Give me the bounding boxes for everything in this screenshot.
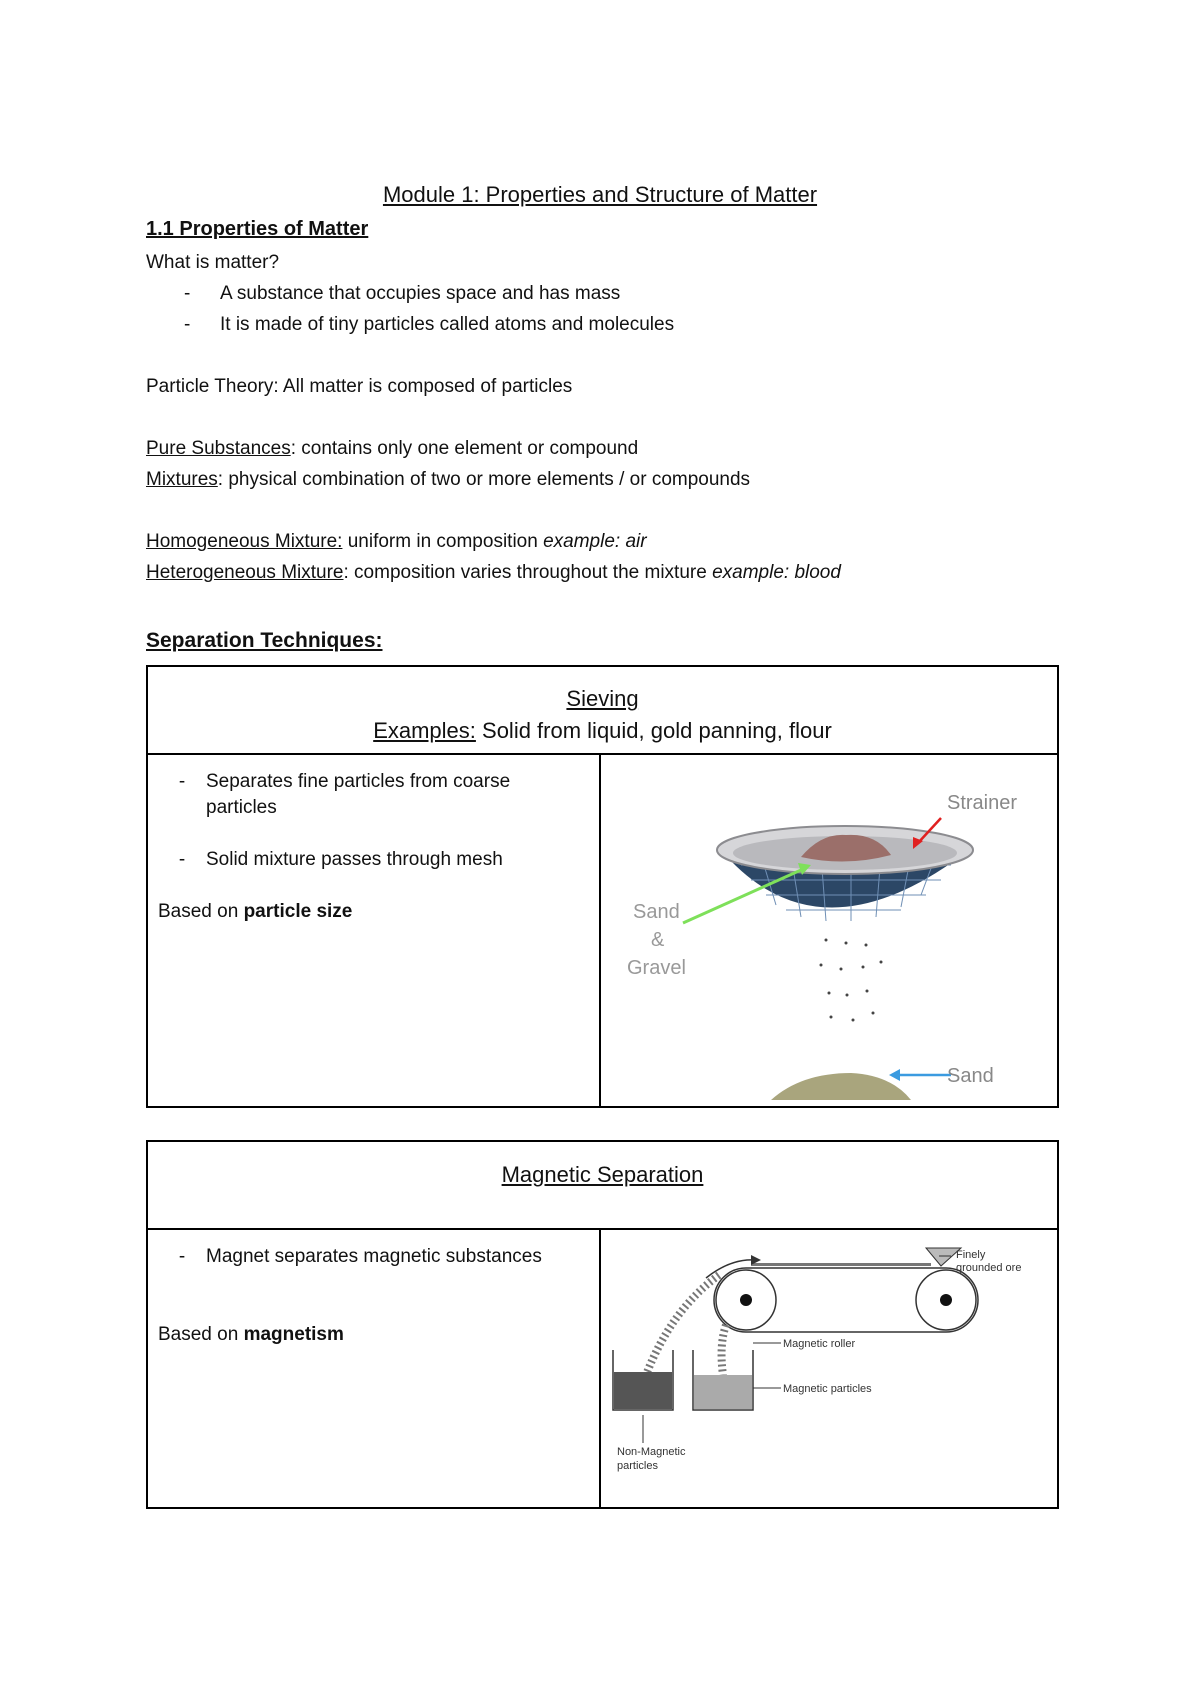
- dash: -: [178, 771, 186, 792]
- dash: -: [184, 314, 191, 335]
- sieving-bullet-2-text: Solid mixture passes through mesh: [206, 849, 503, 870]
- sieving-basis: [158, 899, 599, 925]
- mixtures-term: Mixtures: [146, 469, 218, 490]
- strainer-label: Strainer: [947, 792, 1018, 814]
- dash: -: [184, 283, 191, 304]
- magnetic-contents: [694, 1375, 752, 1409]
- nonmagnetic-label-2: particles: [617, 1460, 658, 1472]
- sieving-diagram: [601, 755, 1057, 1101]
- magnetic-bullet-1: [158, 1244, 599, 1270]
- homogeneous-term: Homogeneous Mixture:: [146, 531, 343, 552]
- homogeneous-line: [146, 530, 647, 554]
- heterogeneous-example: example: blood: [712, 562, 841, 583]
- sieving-table: [146, 665, 1059, 1108]
- dash: -: [178, 849, 186, 870]
- sand-label-bottom: Sand: [947, 1065, 994, 1087]
- magnetic-diagram-cell: [600, 1229, 1058, 1508]
- particle-theory: Particle Theory: All matter is composed of particles: [146, 376, 573, 397]
- heterogeneous-term: Heterogeneous Mixture: [146, 562, 344, 583]
- ampersand-label: &: [651, 929, 665, 951]
- sieving-bullet-2: [158, 847, 599, 873]
- homogeneous-def: uniform in composition: [342, 531, 544, 552]
- nonmagnetic-stream: [646, 1275, 719, 1375]
- sieving-header: [148, 667, 1057, 747]
- particles-label: Magnetic particles: [783, 1383, 872, 1395]
- sieving-examples: [148, 715, 1057, 747]
- sieving-header-cell: [147, 666, 1058, 754]
- roller-axle: [740, 1294, 752, 1306]
- matter-bullet-2: [184, 313, 674, 337]
- dash: -: [178, 1246, 186, 1267]
- sieving-basis-prefix: Based on: [158, 901, 244, 922]
- nonmagnetic-contents: [614, 1372, 672, 1409]
- heterogeneous-def: : composition varies throughout the mixture: [343, 562, 713, 583]
- magnetic-bullet-1-text: Magnet separates magnetic substances: [206, 1246, 542, 1267]
- matter-question: What is matter?: [146, 252, 280, 273]
- pure-term: Pure Substances: [146, 438, 291, 459]
- roller-label: Magnetic roller: [783, 1338, 856, 1350]
- ore-label-2: grounded ore: [956, 1262, 1022, 1274]
- magnetic-text-cell: [147, 1229, 600, 1508]
- magnetic-header-cell: [147, 1141, 1058, 1229]
- separation-heading: Separation Techniques:: [146, 629, 383, 652]
- magnetic-basis-bold: magnetism: [243, 1324, 344, 1345]
- mixtures-line: [146, 468, 750, 492]
- magnetic-basis-prefix: Based on: [158, 1324, 244, 1345]
- heterogeneous-line: [146, 561, 841, 585]
- sieving-diagram-cell: [600, 754, 1058, 1107]
- sieving-title: Sieving: [566, 686, 639, 711]
- sieving-bullet-1-text: Separates fine particles from coarse particles: [206, 771, 511, 818]
- gravel-label: Gravel: [627, 957, 686, 979]
- sand-label-top: Sand: [633, 901, 680, 923]
- magnetic-diagram: [601, 1230, 1057, 1502]
- pure-def: : contains only one element or compound: [290, 438, 639, 459]
- ore-on-belt: [751, 1263, 931, 1266]
- mixtures-def: : physical combination of two or more elements / or compounds: [217, 469, 751, 490]
- sieving-bullet-1: [158, 769, 599, 821]
- magnetic-stream: [722, 1325, 726, 1375]
- drive-axle: [940, 1294, 952, 1306]
- pure-substances-line: [146, 437, 638, 461]
- sand-arrow-head: [889, 1069, 900, 1081]
- matter-bullet-1: [184, 282, 620, 306]
- sieving-text-cell: [147, 754, 600, 1107]
- magnetic-basis: [158, 1322, 599, 1348]
- matter-bullet-1-text: A substance that occupies space and has mass: [220, 283, 621, 304]
- magnetic-table: [146, 1140, 1059, 1509]
- sieving-basis-bold: particle size: [243, 901, 353, 922]
- homogeneous-example: example: air: [543, 531, 647, 552]
- magnetic-notes: [148, 1230, 599, 1348]
- magnetic-title: Magnetic Separation: [501, 1162, 704, 1187]
- sieving-examples-label: Examples:: [373, 718, 476, 743]
- nonmagnetic-label-1: Non-Magnetic: [617, 1446, 686, 1458]
- ore-label-1: Finely: [956, 1249, 986, 1261]
- sieving-examples-text: Solid from liquid, gold panning, flour: [475, 718, 832, 743]
- section-heading: 1.1 Properties of Matter: [146, 218, 369, 240]
- sieving-notes: [148, 755, 599, 925]
- page-title: Module 1: Properties and Structure of Matter: [382, 182, 818, 207]
- sand-pile: [771, 1073, 911, 1100]
- falling-grains: [820, 939, 883, 1022]
- matter-bullet-2-text: It is made of tiny particles called atoms and molecules: [220, 314, 675, 335]
